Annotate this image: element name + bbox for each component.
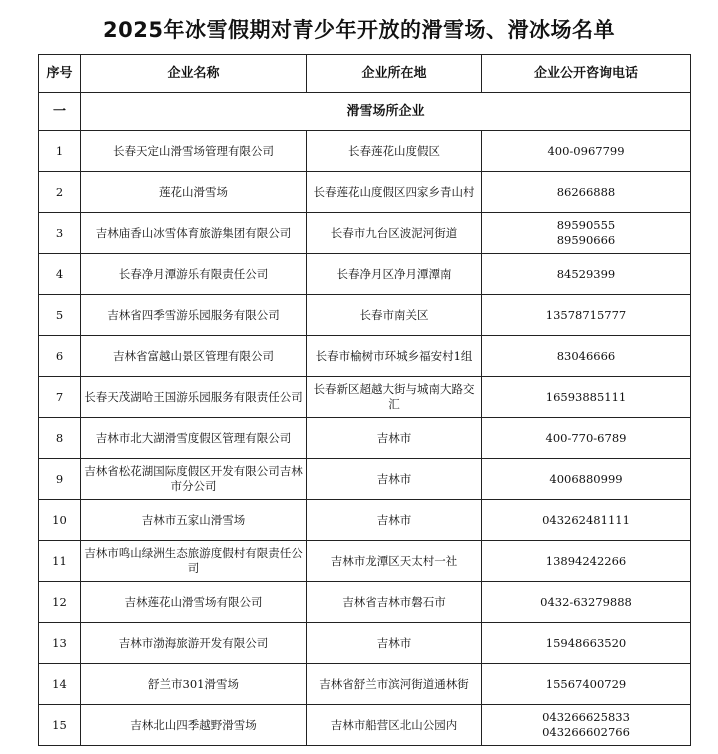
row-location: 长春净月区净月潭潭南 (307, 254, 482, 295)
row-phone (482, 172, 691, 213)
row-company-name: 吉林市鸣山绿洲生态旅游度假村有限责任公司 (81, 541, 307, 582)
phone-number: 4006880999 (549, 471, 623, 486)
row-no: 10 (39, 500, 81, 541)
phone-number: 0432-63279888 (540, 594, 632, 609)
row-company-name: 吉林省松花湖国际度假区开发有限公司吉林市分公司 (81, 459, 307, 500)
row-location: 吉林市 (307, 459, 482, 500)
row-phone (482, 336, 691, 377)
table-row (39, 295, 691, 336)
phone-number: 16593885111 (545, 389, 627, 404)
row-company-name: 吉林省富越山景区管理有限公司 (81, 336, 307, 377)
row-location: 长春莲花山度假区四家乡青山村 (307, 172, 482, 213)
table-row (39, 172, 691, 213)
table-row (39, 705, 691, 746)
row-company-name: 长春净月潭游乐有限责任公司 (81, 254, 307, 295)
row-no: 9 (39, 459, 81, 500)
row-no: 8 (39, 418, 81, 459)
table-row (39, 664, 691, 705)
row-phone (482, 213, 691, 254)
phone-number: 043266625833 (542, 710, 630, 724)
table-row (39, 213, 691, 254)
section-label: 滑雪场所企业 (81, 93, 691, 131)
row-company-name: 吉林庙香山冰雪体育旅游集团有限公司 (81, 213, 307, 254)
row-location: 吉林市龙潭区天太村一社 (307, 541, 482, 582)
header-phone: 企业公开咨询电话 (482, 55, 691, 93)
row-location: 吉林市 (307, 623, 482, 664)
header-location: 企业所在地 (307, 55, 482, 93)
row-no: 1 (39, 131, 81, 172)
row-location: 长春新区超越大街与城南大路交汇 (307, 377, 482, 418)
row-no: 6 (39, 336, 81, 377)
row-location: 吉林市 (307, 500, 482, 541)
row-company-name: 长春天茂湖哈王国游乐园服务有限责任公司 (81, 377, 307, 418)
table-row (39, 459, 691, 500)
row-phone (482, 664, 691, 705)
phone-number: 043266602766 (542, 725, 630, 739)
table-row (39, 500, 691, 541)
row-no: 14 (39, 664, 81, 705)
table-row (39, 254, 691, 295)
table-row (39, 336, 691, 377)
row-phone (482, 541, 691, 582)
row-company-name: 吉林市渤海旅游开发有限公司 (81, 623, 307, 664)
row-phone (482, 131, 691, 172)
table-header-row (39, 55, 691, 93)
header-name: 企业名称 (81, 55, 307, 93)
phone-number: 83046666 (556, 348, 616, 363)
document-title: 2025年冰雪假期对青少年开放的滑雪场、滑冰场名单 (103, 18, 615, 42)
row-phone (482, 705, 691, 746)
phone-number: 13894242266 (545, 553, 627, 568)
row-location: 吉林市船营区北山公园内 (307, 705, 482, 746)
row-no: 15 (39, 705, 81, 746)
row-phone (482, 418, 691, 459)
table-row (39, 623, 691, 664)
row-location: 长春市九台区波泥河街道 (307, 213, 482, 254)
phone-number: 13578715777 (545, 307, 627, 322)
row-company-name: 吉林省四季雪游乐园服务有限公司 (81, 295, 307, 336)
section-no: 一 (39, 93, 81, 131)
section-row (39, 93, 691, 131)
row-no: 5 (39, 295, 81, 336)
table-row (39, 418, 691, 459)
table-row (39, 541, 691, 582)
phone-number: 86266888 (556, 184, 616, 199)
row-phone (482, 459, 691, 500)
row-no: 4 (39, 254, 81, 295)
row-company-name: 吉林市北大湖滑雪度假区管理有限公司 (81, 418, 307, 459)
row-no: 13 (39, 623, 81, 664)
row-no: 3 (39, 213, 81, 254)
phone-number: 15567400729 (545, 676, 627, 691)
phone-number: 400-770-6789 (545, 430, 627, 445)
table-row (39, 131, 691, 172)
row-phone (482, 500, 691, 541)
phone-number: 84529399 (556, 266, 616, 281)
row-phone (482, 254, 691, 295)
row-location: 吉林省吉林市磐石市 (307, 582, 482, 623)
row-no: 12 (39, 582, 81, 623)
row-location: 长春市榆树市环城乡福安村1组 (307, 336, 482, 377)
row-company-name: 吉林莲花山滑雪场有限公司 (81, 582, 307, 623)
table-row (39, 377, 691, 418)
row-location: 长春市南关区 (307, 295, 482, 336)
row-company-name: 吉林北山四季越野滑雪场 (81, 705, 307, 746)
row-no: 7 (39, 377, 81, 418)
phone-number: 043262481111 (542, 512, 630, 527)
row-company-name: 莲花山滑雪场 (81, 172, 307, 213)
phone-number: 400-0967799 (547, 143, 625, 158)
row-company-name: 舒兰市301滑雪场 (81, 664, 307, 705)
phone-number: 89590555 (556, 218, 616, 232)
row-phone (482, 377, 691, 418)
row-location: 吉林市 (307, 418, 482, 459)
row-no: 2 (39, 172, 81, 213)
row-location: 吉林省舒兰市滨河街道通林街 (307, 664, 482, 705)
row-phone (482, 295, 691, 336)
row-company-name: 长春天定山滑雪场管理有限公司 (81, 131, 307, 172)
header-no: 序号 (39, 55, 81, 93)
table-row (39, 582, 691, 623)
row-company-name: 吉林市五家山滑雪场 (81, 500, 307, 541)
row-phone (482, 582, 691, 623)
phone-number: 89590666 (556, 233, 616, 247)
row-location: 长春莲花山度假区 (307, 131, 482, 172)
phone-number: 15948663520 (545, 635, 627, 650)
row-phone (482, 623, 691, 664)
venue-table (38, 54, 691, 746)
row-no: 11 (39, 541, 81, 582)
